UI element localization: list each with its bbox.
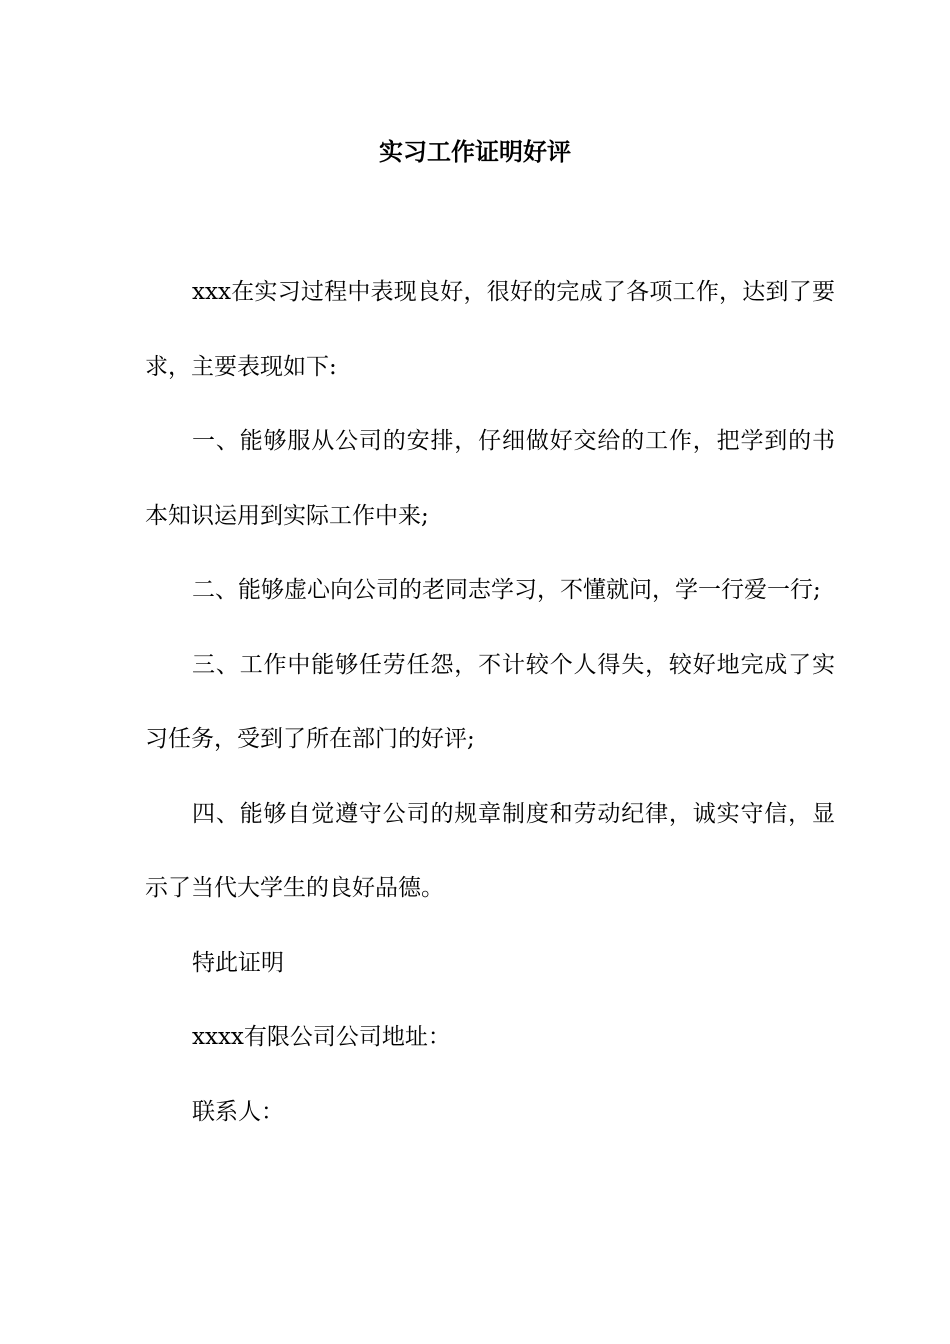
point-two-paragraph: 二、能够虚心向公司的老同志学习，不懂就问，学一行爱一行; (192, 577, 821, 603)
point-one-paragraph: 一、能够服从公司的安排，仔细做好交给的工作，把学到的书本知识运用到实际工作中来; (145, 428, 835, 529)
contact-person-line: 联系人： (192, 1098, 284, 1125)
point-four-paragraph: 四、能够自觉遵守公司的规章制度和劳动纪律，诚实守信，显示了当代大学生的良好品德。 (145, 800, 835, 901)
certification-line: 特此证明 (192, 949, 284, 976)
point-three-paragraph: 三、工作中能够任劳任怨，不计较个人得失，较好地完成了实习任务，受到了所在部门的好评; (145, 651, 835, 752)
company-address-line: xxxx有限公司公司地址： (192, 1024, 451, 1050)
document-body (145, 255, 835, 1149)
document-title: 实习工作证明好评 (379, 137, 571, 166)
intro-paragraph: xxx在实习过程中表现良好，很好的完成了各项工作，达到了要求，主要表现如下: (145, 279, 835, 380)
